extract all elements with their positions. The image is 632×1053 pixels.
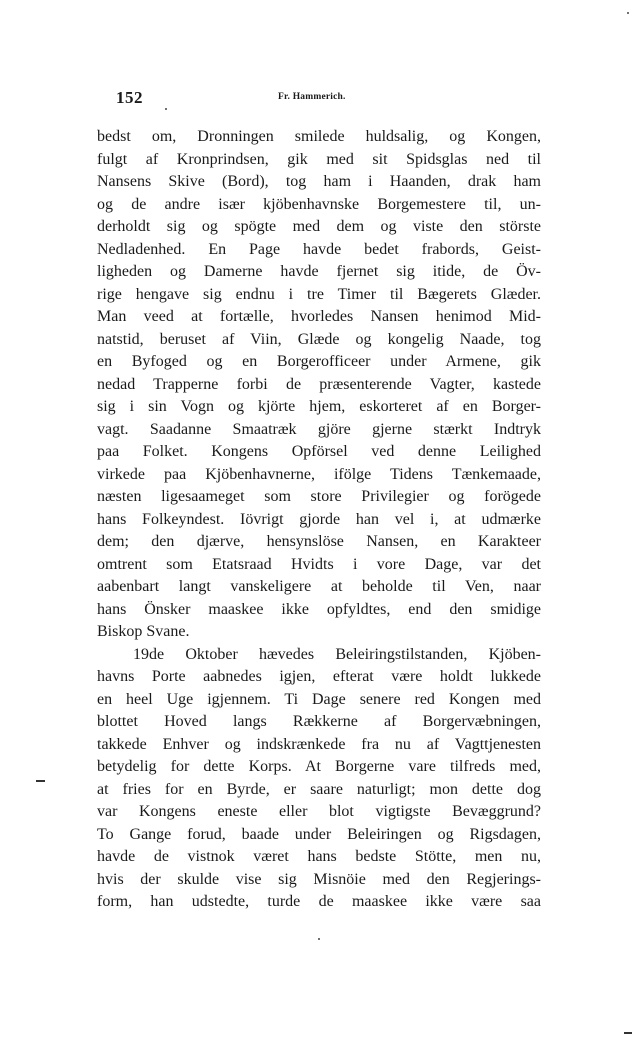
text-line: hvis der skulde vise sig Misnöie med den Regjerings- — [97, 870, 541, 888]
ink-speck — [318, 938, 320, 940]
text-line: og de andre især kjöbenhavnske Borgemestere til, un- — [97, 195, 541, 213]
text-line: paa Folket. Kongens Opförsel ved denne Leilighed — [97, 443, 541, 460]
edge-dash-mark — [624, 1032, 632, 1034]
text-line: form, han udstedte, turde de maaskee ikke være saa — [97, 893, 541, 910]
text-line: havde de vistnok været hans bedste Stötte, men nu, — [97, 848, 541, 865]
text-line: betydelig for dette Korps. At Borgerne vare tilfreds med, — [97, 758, 541, 775]
text-line: en Byfoged og en Borgerofficeer under Armene, gik — [97, 353, 541, 370]
text-line: dem; den djærve, hensynslöse Nansen, en Karakteer — [97, 533, 541, 550]
text-line: Man veed at fortælle, hvorledes Nansen henimod Mid- — [97, 308, 541, 325]
text-line: var Kongens eneste eller blot vigtigste Bevæggrund? — [97, 803, 541, 820]
text-line: Nansens Skive (Bord), tog ham i Haanden, drak ham — [97, 173, 541, 190]
page-header — [116, 88, 542, 110]
text-line: aabenbart langt vanskeligere at beholde til Ven, naar — [97, 578, 541, 595]
text-line: bedst om, Dronningen smilede huldsalig, og Kongen, — [97, 128, 541, 145]
text-line: 19de Oktober hævedes Beleiringstilstanden, Kjöben- — [133, 645, 541, 663]
text-line: ligheden og Damerne havde fjernet sig itide, de Öv- — [97, 263, 541, 280]
body-text — [97, 126, 541, 914]
text-line: virkede paa Kjöbenhavnerne, ifölge Tidens Tænkemaade, — [97, 465, 541, 483]
text-line: hans Folkeyndest. Iövrigt gjorde han vel i, at udmærke — [97, 510, 541, 528]
text-line: at fries for en Byrde, er saare naturligt; mon dette dog — [97, 780, 541, 798]
text-line: omtrent som Etatsraad Hvidts i vore Dage, var det — [97, 555, 541, 573]
ink-speck — [165, 108, 167, 110]
text-line: Biskop Svane. — [97, 623, 190, 640]
margin-dash-mark — [36, 780, 45, 782]
text-line: Nedladenhed. En Page havde bedet frabords, Geist- — [97, 240, 541, 258]
text-line: hans Önsker maaskee ikke opfyldtes, end den smidige — [97, 600, 541, 618]
text-line: blottet Hoved langs Rækkerne af Borgervæbningen, — [97, 713, 541, 730]
text-line: havns Porte aabnedes igjen, efterat være holdt lukkede — [97, 668, 541, 685]
ink-speck — [627, 12, 629, 14]
text-line: derholdt sig og spögte med dem og viste den störste — [97, 218, 541, 235]
text-line: takkede Enhver og indskrænkede fra nu af Vagttjenesten — [97, 735, 541, 753]
text-line: To Gange forud, baade under Beleiringen og Rigsdagen, — [97, 825, 541, 843]
running-head: Fr. Hammerich. — [278, 92, 346, 102]
text-line: fulgt af Kronprindsen, gik med sit Spidsglas ned til — [97, 150, 541, 168]
text-line: vagt. Saadanne Smaatræk gjöre gjerne stærkt Indtryk — [97, 420, 541, 438]
text-line: natstid, beruset af Viin, Glæde og kongelig Naade, tog — [97, 330, 541, 348]
text-line: rige hengave sig endnu i tre Timer til Bægerets Glæder. — [97, 285, 541, 303]
text-line: nedad Trapperne forbi de præsenterende Vagter, kastede — [97, 375, 541, 393]
text-line: næsten ligesaameget som store Privilegier og forögede — [97, 488, 541, 505]
text-line: en heel Uge igjennem. Ti Dage senere red Kongen med — [97, 690, 541, 708]
page-number: 152 — [116, 88, 143, 107]
text-line: sig i sin Vogn og kjörte hjem, eskorteret af en Borger- — [97, 398, 541, 415]
